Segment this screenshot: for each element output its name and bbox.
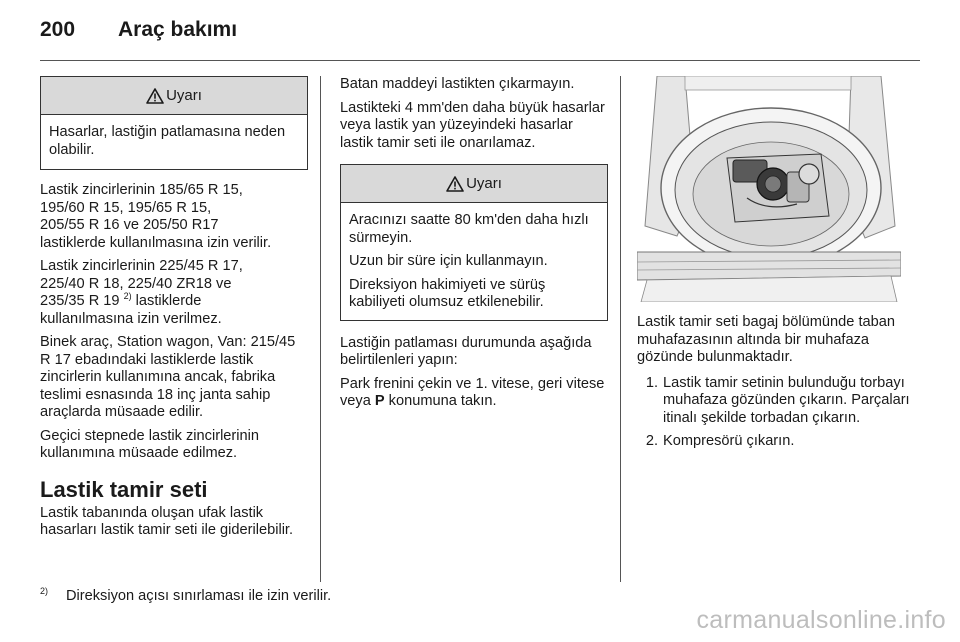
warning-line: Uzun bir süre için kullanmayın. bbox=[349, 253, 548, 269]
warning-text: Hasarlar, lastiğin patlamasına neden olabilir. bbox=[49, 124, 286, 158]
list-item bbox=[641, 433, 921, 451]
step-text: Kompresörü çıkarın. bbox=[663, 433, 795, 449]
footnote-text: Direksiyon açısı sınırlaması ile izin verilir. bbox=[66, 588, 332, 604]
warning-box-2 bbox=[340, 164, 608, 321]
paragraph-flat-tire: Lastiğin patlaması durumunda aşağıda belirtilenleri yapın: bbox=[340, 334, 592, 368]
section-intro: Lastik tabanında oluşan ufak lastik hasarları lastik tamir seti ile giderilebilir. bbox=[40, 504, 294, 538]
paragraph-parking-brake: Park frenini çekin ve 1. vitese, geri vitese veya P konumuna takın. bbox=[340, 375, 605, 409]
warning-triangle-icon bbox=[146, 88, 164, 104]
warning-header bbox=[341, 165, 607, 203]
paragraph-vehicle-types: Binek araç, Station wagon, Van: 215/45 R 17 ebadındaki lastiklerde lastik zincirlerin kullanımına ancak, fabrika teslimi esnasında 18 inç janta sahip araçlarda müsaade edilir. bbox=[40, 334, 296, 420]
gear-position-p: P bbox=[374, 393, 385, 409]
warning-line: Aracınızı saatte 80 km'den daha hızlı sürmeyin. bbox=[349, 212, 589, 246]
paragraph-chains-allowed: Lastik zincirlerinin 185/65 R 15, 195/60 R 15, 195/65 R 15, 205/55 R 16 ve 205/50 R17 lastiklerde kullanılmasına izin verilir. bbox=[40, 182, 272, 251]
warning-line: Direksiyon hakimiyeti ve sürüş kabiliyeti olumsuz etkilenebilir. bbox=[349, 276, 546, 310]
trunk-repair-kit-illustration bbox=[637, 76, 901, 302]
paragraph-spare-wheel: Geçici stepnede lastik zincirlerinin kullanımına müsaade edilmez. bbox=[40, 427, 259, 461]
paragraph-kit-location: Lastik tamir seti bagaj bölümünde taban muhafazasının altında bir muhafaza gözünde bulunmaktadır. bbox=[637, 314, 895, 365]
column-divider-1 bbox=[320, 76, 321, 582]
column-3 bbox=[637, 76, 921, 457]
step-text: Lastik tamir setinin bulunduğu torbayı muhafaza gözünden çıkarın. Parçaları itinalı şekilde torbadan çıkarın. bbox=[663, 374, 910, 426]
paragraph-remove-object: Batan maddeyi lastikten çıkarmayın. bbox=[340, 76, 575, 92]
footnote-mark: 2) bbox=[40, 586, 49, 596]
trunk-floor-illustration bbox=[637, 76, 901, 302]
warning-header bbox=[41, 77, 307, 115]
warning-box-1 bbox=[40, 76, 308, 170]
section-title: Lastik tamir seti bbox=[40, 476, 208, 502]
footnote-reference: 2) bbox=[123, 291, 132, 302]
list-item bbox=[641, 375, 921, 428]
step-number: 1. bbox=[645, 374, 658, 391]
column-1 bbox=[40, 76, 308, 546]
paragraph-chains-not-allowed: Lastik zincirlerinin 225/45 R 17, 225/40 R 18, 225/40 ZR18 ve 235/35 R 19 $^{2)}$ lastiklerde kullanılmasına izin verilmez. bbox=[40, 258, 243, 327]
footnote bbox=[40, 588, 331, 604]
step-number: 2. bbox=[645, 433, 658, 449]
paragraph-damage-limits: Lastikteki 4 mm'den daha büyük hasarlar veya lastik yan yüzeyindeki hasarlar lastik tamir seti ile onarılamaz. bbox=[340, 99, 605, 151]
warning-title: Uyarı bbox=[166, 86, 202, 104]
column-divider-2 bbox=[620, 76, 621, 582]
watermark: carmanualsonline.info bbox=[696, 606, 946, 634]
header-divider bbox=[40, 60, 920, 61]
warning-triangle-icon bbox=[446, 176, 464, 192]
page-header bbox=[40, 18, 920, 58]
page-number: 200 bbox=[40, 18, 76, 41]
warning-title: Uyarı bbox=[466, 174, 502, 192]
page-title: Araç bakımı bbox=[118, 18, 238, 41]
column-2 bbox=[340, 76, 608, 417]
